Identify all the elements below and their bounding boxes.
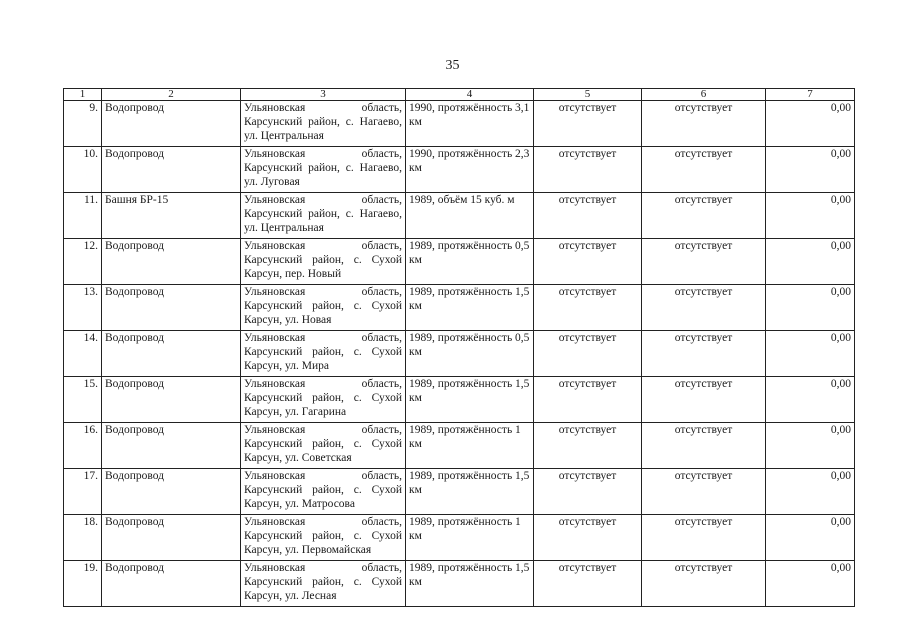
column-5-value: отсутствует — [534, 515, 642, 561]
column-6-value: отсутствует — [642, 285, 766, 331]
object-description: 1989, протяжённость 0,5 км — [406, 239, 534, 285]
table-row — [64, 285, 855, 331]
object-description: 1989, протяжённость 1 км — [406, 515, 534, 561]
object-description: 1989, протяжённость 1 км — [406, 423, 534, 469]
object-value: 0,00 — [766, 239, 855, 285]
object-name: Водопровод — [102, 515, 241, 561]
object-address: Ульяновская область, Карсунский район, с. Сухой Карсун, ул. Новая — [241, 285, 406, 331]
object-name: Водопровод — [102, 423, 241, 469]
table-row — [64, 239, 855, 285]
column-5-value: отсутствует — [534, 377, 642, 423]
table-row — [64, 377, 855, 423]
object-value: 0,00 — [766, 331, 855, 377]
column-number: 2 — [102, 89, 241, 101]
column-6-value: отсутствует — [642, 561, 766, 607]
row-number: 11. — [64, 193, 102, 239]
object-name: Водопровод — [102, 561, 241, 607]
object-description: 1989, протяжённость 1,5 км — [406, 561, 534, 607]
table-row — [64, 147, 855, 193]
row-number: 18. — [64, 515, 102, 561]
object-description: 1989, протяжённость 1,5 км — [406, 377, 534, 423]
column-5-value: отсутствует — [534, 331, 642, 377]
table-body — [64, 89, 855, 607]
object-value: 0,00 — [766, 101, 855, 147]
table-row — [64, 561, 855, 607]
column-number: 1 — [64, 89, 102, 101]
object-value: 0,00 — [766, 377, 855, 423]
object-address: Ульяновская область, Карсунский район, с. Сухой Карсун, ул. Советская — [241, 423, 406, 469]
row-number: 13. — [64, 285, 102, 331]
object-value: 0,00 — [766, 515, 855, 561]
object-name: Водопровод — [102, 285, 241, 331]
table-row — [64, 101, 855, 147]
column-6-value: отсутствует — [642, 423, 766, 469]
object-description: 1990, протяжённость 2,3 км — [406, 147, 534, 193]
table-row — [64, 193, 855, 239]
object-value: 0,00 — [766, 147, 855, 193]
object-name: Водопровод — [102, 239, 241, 285]
registry-table — [63, 88, 855, 607]
object-address: Ульяновская область, Карсунский район, с. Сухой Карсун, ул. Первомайская — [241, 515, 406, 561]
object-name: Водопровод — [102, 147, 241, 193]
column-6-value: отсутствует — [642, 515, 766, 561]
page-number: 35 — [445, 58, 460, 73]
table-row — [64, 331, 855, 377]
object-value: 0,00 — [766, 285, 855, 331]
row-number: 12. — [64, 239, 102, 285]
row-number: 10. — [64, 147, 102, 193]
object-address: Ульяновская область, Карсунский район, с. Сухой Карсун, пер. Новый — [241, 239, 406, 285]
column-number: 7 — [766, 89, 855, 101]
column-6-value: отсутствует — [642, 331, 766, 377]
column-5-value: отсутствует — [534, 285, 642, 331]
row-number: 16. — [64, 423, 102, 469]
column-number: 5 — [534, 89, 642, 101]
object-value: 0,00 — [766, 423, 855, 469]
column-6-value: отсутствует — [642, 377, 766, 423]
object-name: Водопровод — [102, 377, 241, 423]
table-row — [64, 423, 855, 469]
column-6-value: отсутствует — [642, 193, 766, 239]
column-5-value: отсутствует — [534, 469, 642, 515]
column-number: 4 — [406, 89, 534, 101]
object-name: Водопровод — [102, 331, 241, 377]
column-number-row — [64, 89, 855, 101]
column-6-value: отсутствует — [642, 147, 766, 193]
object-name: Водопровод — [102, 469, 241, 515]
column-5-value: отсутствует — [534, 101, 642, 147]
column-6-value: отсутствует — [642, 239, 766, 285]
column-5-value: отсутствует — [534, 561, 642, 607]
column-6-value: отсутствует — [642, 469, 766, 515]
object-name: Башня БР-15 — [102, 193, 241, 239]
column-number: 3 — [241, 89, 406, 101]
object-value: 0,00 — [766, 469, 855, 515]
table-row — [64, 515, 855, 561]
object-address: Ульяновская область, Карсунский район, с. Сухой Карсун, ул. Мира — [241, 331, 406, 377]
column-5-value: отсутствует — [534, 239, 642, 285]
column-5-value: отсутствует — [534, 147, 642, 193]
object-value: 0,00 — [766, 561, 855, 607]
row-number: 19. — [64, 561, 102, 607]
object-description: 1989, протяжённость 0,5 км — [406, 331, 534, 377]
column-5-value: отсутствует — [534, 423, 642, 469]
object-name: Водопровод — [102, 101, 241, 147]
object-description: 1989, протяжённость 1,5 км — [406, 469, 534, 515]
object-address: Ульяновская область, Карсунский район, с. Нагаево, ул. Центральная — [241, 193, 406, 239]
column-6-value: отсутствует — [642, 101, 766, 147]
object-description: 1989, объём 15 куб. м — [406, 193, 534, 239]
row-number: 9. — [64, 101, 102, 147]
column-number: 6 — [642, 89, 766, 101]
object-address: Ульяновская область, Карсунский район, с. Сухой Карсун, ул. Гагарина — [241, 377, 406, 423]
object-description: 1990, протяжённость 3,1 км — [406, 101, 534, 147]
object-address: Ульяновская область, Карсунский район, с. Сухой Карсун, ул. Матросова — [241, 469, 406, 515]
object-address: Ульяновская область, Карсунский район, с. Сухой Карсун, ул. Лесная — [241, 561, 406, 607]
column-5-value: отсутствует — [534, 193, 642, 239]
object-address: Ульяновская область, Карсунский район, с. Нагаево, ул. Луговая — [241, 147, 406, 193]
object-address: Ульяновская область, Карсунский район, с. Нагаево, ул. Центральная — [241, 101, 406, 147]
object-description: 1989, протяжённость 1,5 км — [406, 285, 534, 331]
table-row — [64, 469, 855, 515]
row-number: 17. — [64, 469, 102, 515]
row-number: 15. — [64, 377, 102, 423]
object-value: 0,00 — [766, 193, 855, 239]
row-number: 14. — [64, 331, 102, 377]
